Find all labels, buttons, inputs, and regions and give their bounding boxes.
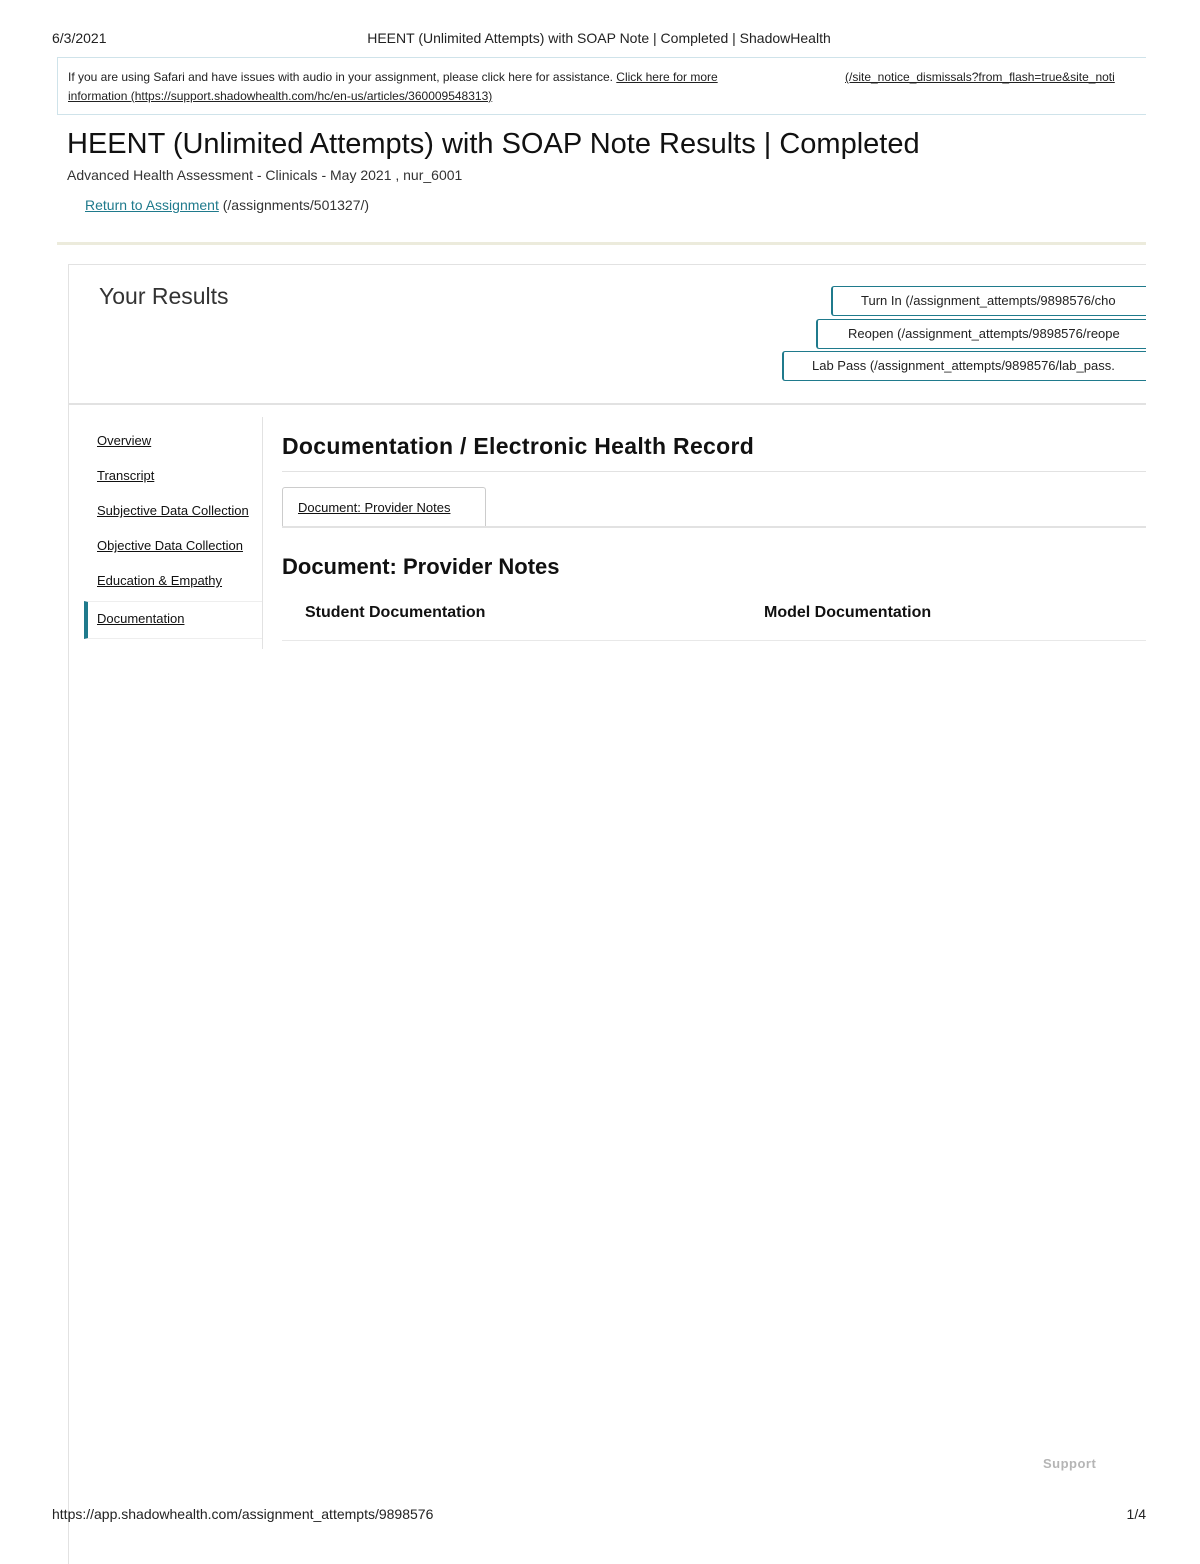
section-divider — [282, 471, 1146, 472]
site-notice — [57, 57, 1146, 115]
sidenav-item-label[interactable]: Overview — [97, 433, 152, 448]
print-page-title: HEENT (Unlimited Attempts) with SOAP Note | Completed | ShadowHealth — [367, 30, 831, 46]
print-url: https://app.shadowhealth.com/assignment_attempts/9898576 — [52, 1506, 434, 1522]
sidenav-item-label[interactable]: Transcript — [97, 468, 155, 483]
print-header — [52, 30, 1146, 50]
lab-pass-button[interactable]: Lab Pass (/assignment_attempts/9898576/lab_pass. — [782, 351, 1146, 381]
column-header-student: Student Documentation — [305, 604, 486, 621]
print-page-number: 1/4 — [1126, 1506, 1146, 1522]
sidenav-item-subjective-data-collection[interactable] — [84, 503, 262, 538]
results-sidenav — [84, 417, 263, 649]
notice-info-link[interactable]: information (https://support.shadowhealth.com/hc/en-us/articles/360009548313) — [68, 89, 493, 103]
return-to-assignment — [85, 197, 369, 213]
course-subtitle: Advanced Health Assessment - Clinicals - May 2021 , nur_6001 — [67, 167, 463, 183]
section-title: Documentation / Electronic Health Record — [282, 433, 755, 459]
document-title: Document: Provider Notes — [282, 554, 560, 579]
sidenav-item-overview[interactable] — [84, 433, 262, 468]
sidenav-item-objective-data-collection[interactable] — [84, 538, 262, 573]
reopen-button[interactable]: Reopen (/assignment_attempts/9898576/reope — [816, 319, 1146, 349]
return-to-assignment-link[interactable]: Return to Assignment — [85, 197, 219, 213]
sidenav-item-documentation[interactable] — [84, 601, 262, 639]
column-header-model: Model Documentation — [764, 604, 932, 621]
sidenav-item-label[interactable]: Subjective Data Collection — [97, 503, 249, 518]
turn-in-button[interactable]: Turn In (/assignment_attempts/9898576/cho — [831, 286, 1146, 316]
results-header — [69, 265, 1146, 405]
sidenav-item-label[interactable]: Education & Empathy — [97, 573, 223, 588]
sidenav-item-label[interactable]: Objective Data Collection — [97, 538, 243, 553]
print-footer — [52, 1506, 1146, 1526]
return-path: (/assignments/501327/) — [218, 197, 370, 213]
page-title: HEENT (Unlimited Attempts) with SOAP Note Results | Completed — [67, 128, 920, 160]
results-title: Your Results — [99, 283, 229, 309]
sidenav-item-transcript[interactable] — [84, 468, 262, 503]
table-divider — [282, 640, 1146, 641]
tab-provider-notes[interactable] — [282, 487, 486, 527]
header-divider — [57, 242, 1146, 245]
support-button[interactable]: Support — [1043, 1456, 1097, 1471]
notice-dismiss-link[interactable]: (/site_notice_dismissals?from_flash=true&site_noti — [845, 70, 1115, 84]
print-date: 6/3/2021 — [52, 30, 107, 46]
tab-divider — [282, 526, 1146, 528]
sidenav-item-label[interactable]: Documentation — [97, 611, 185, 626]
notice-text: If you are using Safari and have issues with audio in your assignment, please click here for assistance. — [68, 70, 617, 84]
results-card — [68, 264, 1146, 1564]
notice-more-link[interactable]: Click here for more — [616, 70, 718, 84]
tab-label[interactable]: Document: Provider Notes — [298, 500, 451, 515]
